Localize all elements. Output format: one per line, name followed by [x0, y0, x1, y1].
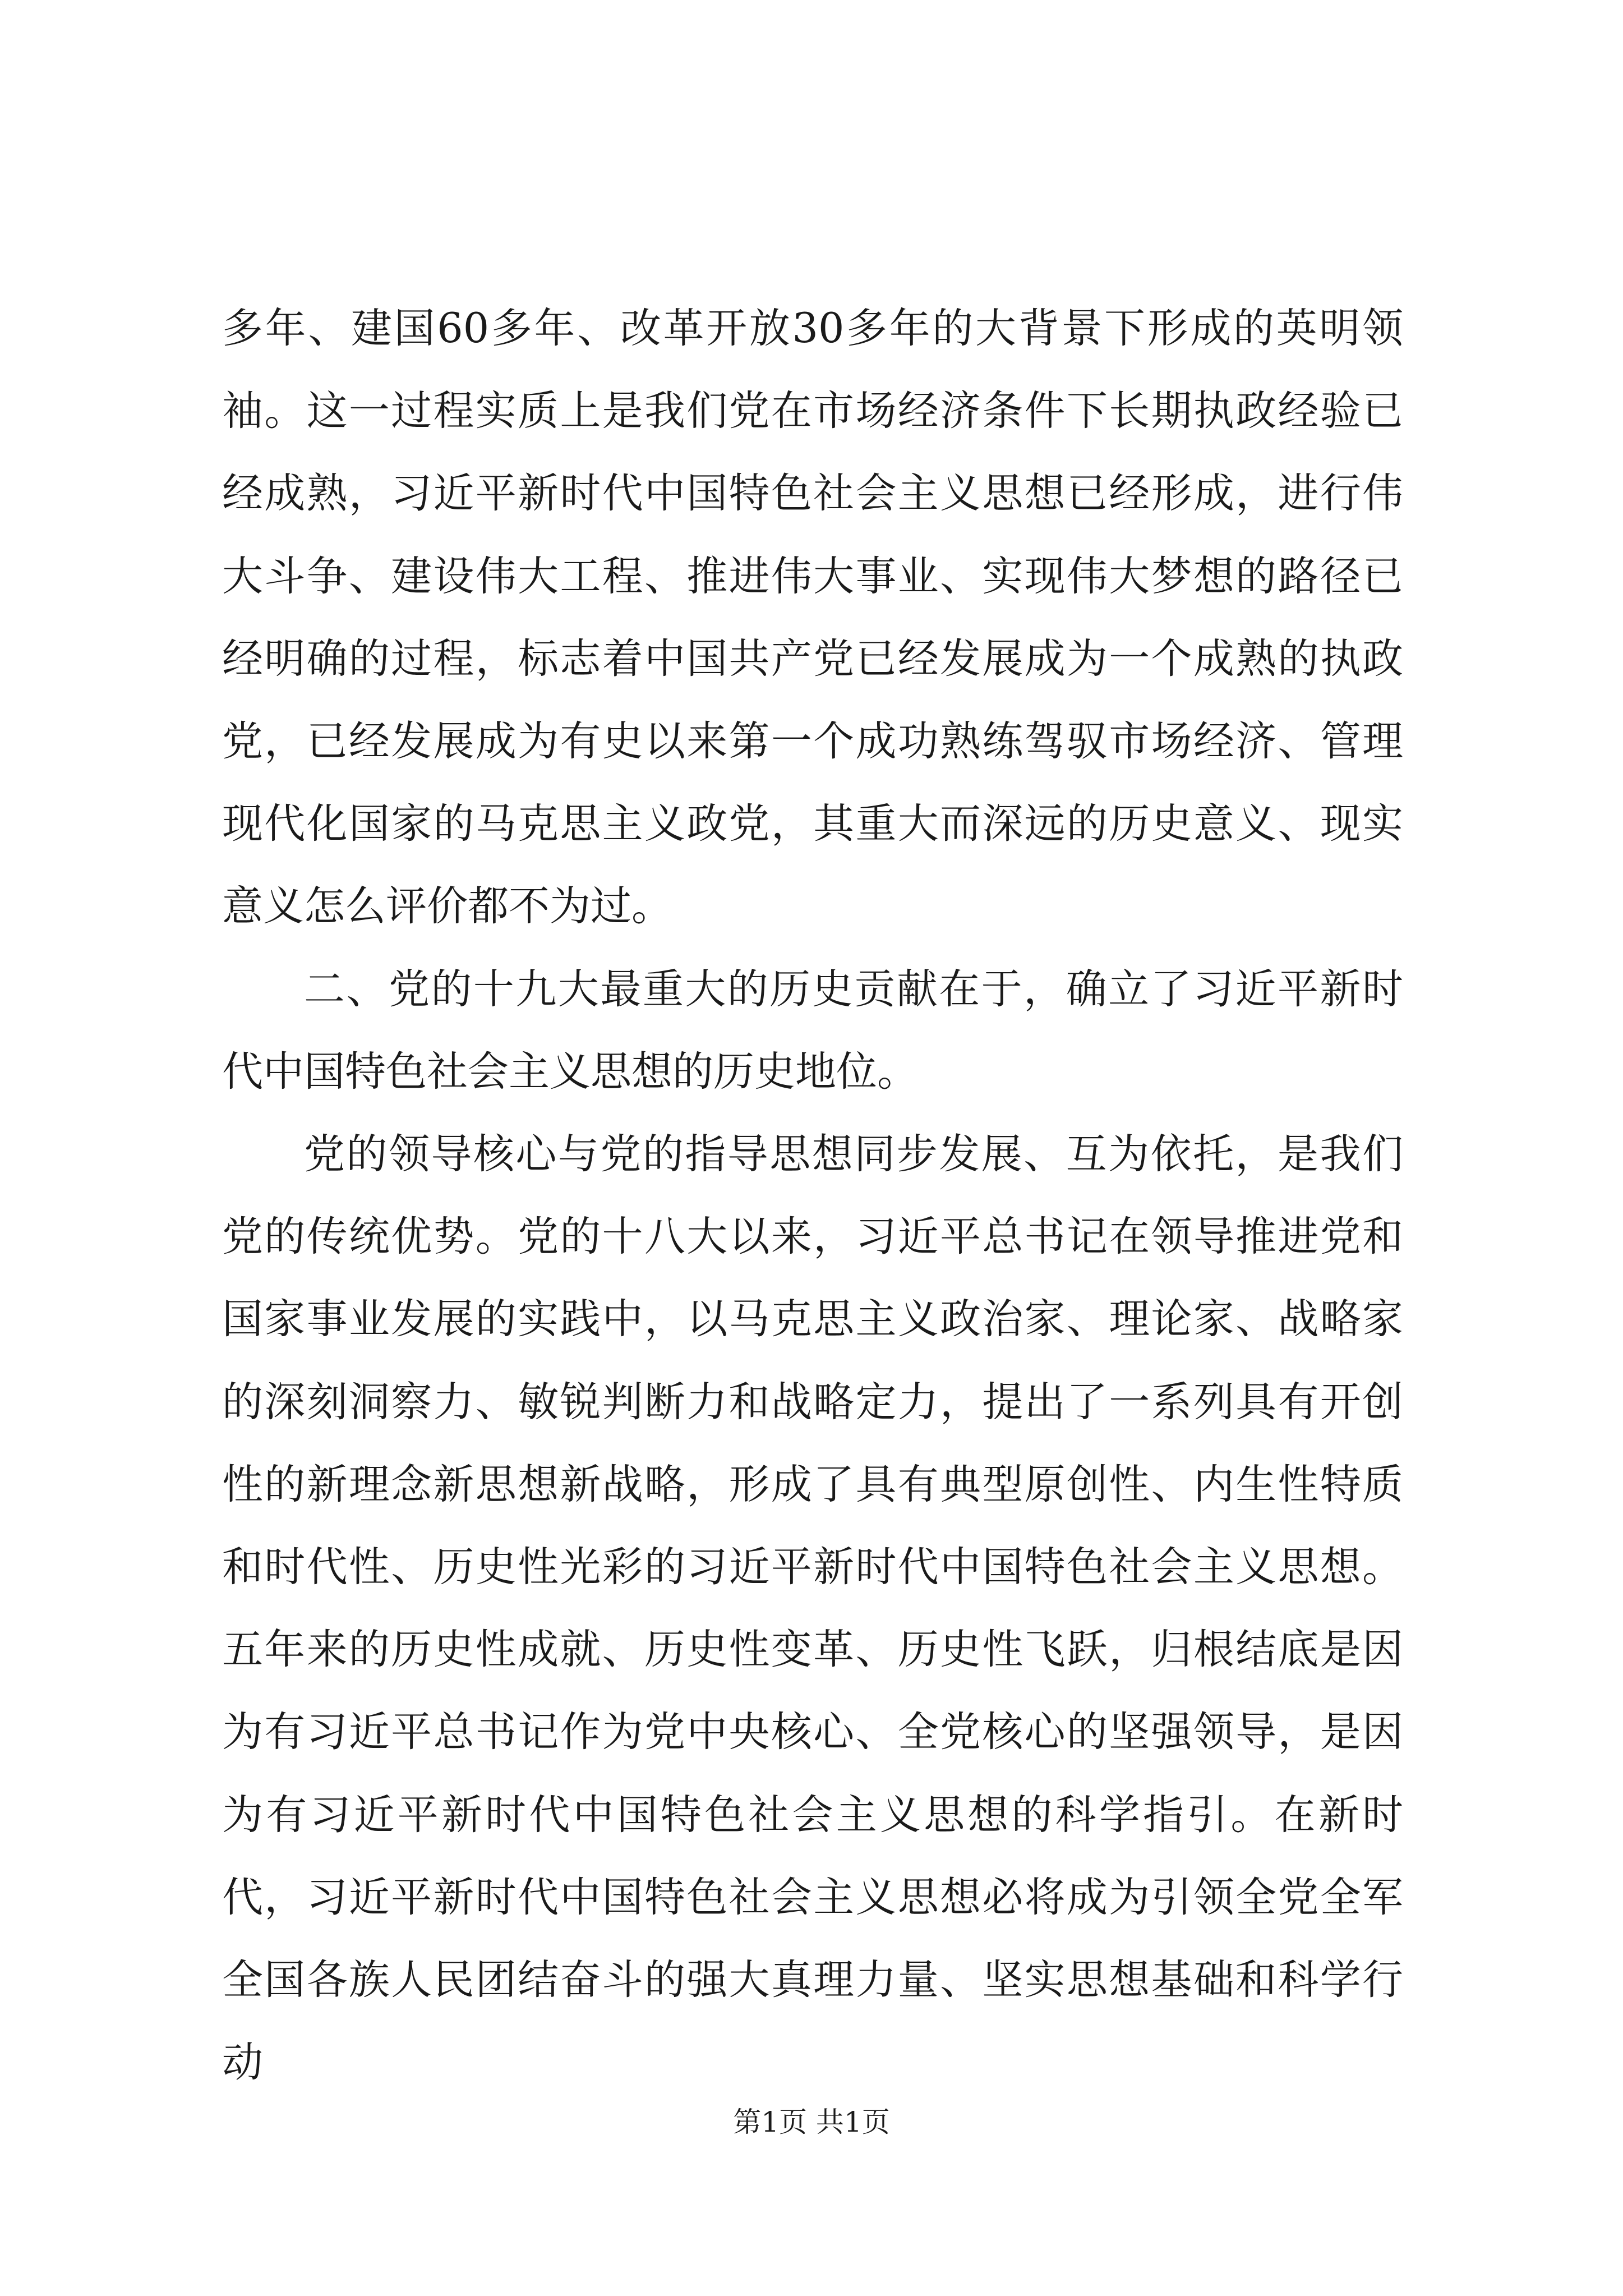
section-heading-paragraph: 二、党的十九大最重大的历史贡献在于，确立了习近平新时代中国特色社会主义思想的历史地位。 — [222, 965, 1403, 1096]
body-paragraph-2: 党的领导核心与党的指导思想同步发展、互为依托，是我们党的传统优势。党的十八大以来，习近平总书记在领导推进党和国家事业发展的实践中，以马克思主义政治家、理论家、战略家的深刻洞察力、敏锐判断力和战略定力，提出了一系列具有开创性的新理念新思想新战略，形成了具有典型原创性、内生性特质和时代性、历史性光彩的习近平新时代中国特色社会主义思想。五年来的历史性成就、历史性变革、历史性飞跃，归根结底是因为有习近平总书记作为党中央核心、全党核心的坚强领导，是因为有习近平新时代中国特色社会主义思想的科学指引。在新时代，习近平新时代中国特色社会主义思想必将成为引领全党全军全国各族人民团结奋斗的强大真理力量、坚实思想基础和科学行动 — [222, 1130, 1403, 2087]
body-paragraph-1: 多年、建国60多年、改革开放30多年的大背景下形成的英明领袖。这一过程实质上是我们党在市场经济条件下长期执政经验已经成熟，习近平新时代中国特色社会主义思想已经形成，进行伟大斗争、建设伟大工程、推进伟大事业、实现伟大梦想的路径已经明确的过程，标志着中国共产党已经发展成为一个成熟的执政党，已经发展成为有史以来第一个成功熟练驾驭市场经济、管理现代化国家的马克思主义政党，其重大而深远的历史意义、现实意义怎么评价都不为过。 — [222, 305, 1403, 931]
document-body — [222, 287, 1403, 2104]
page-footer: 第1页 共1页 — [733, 2106, 890, 2138]
